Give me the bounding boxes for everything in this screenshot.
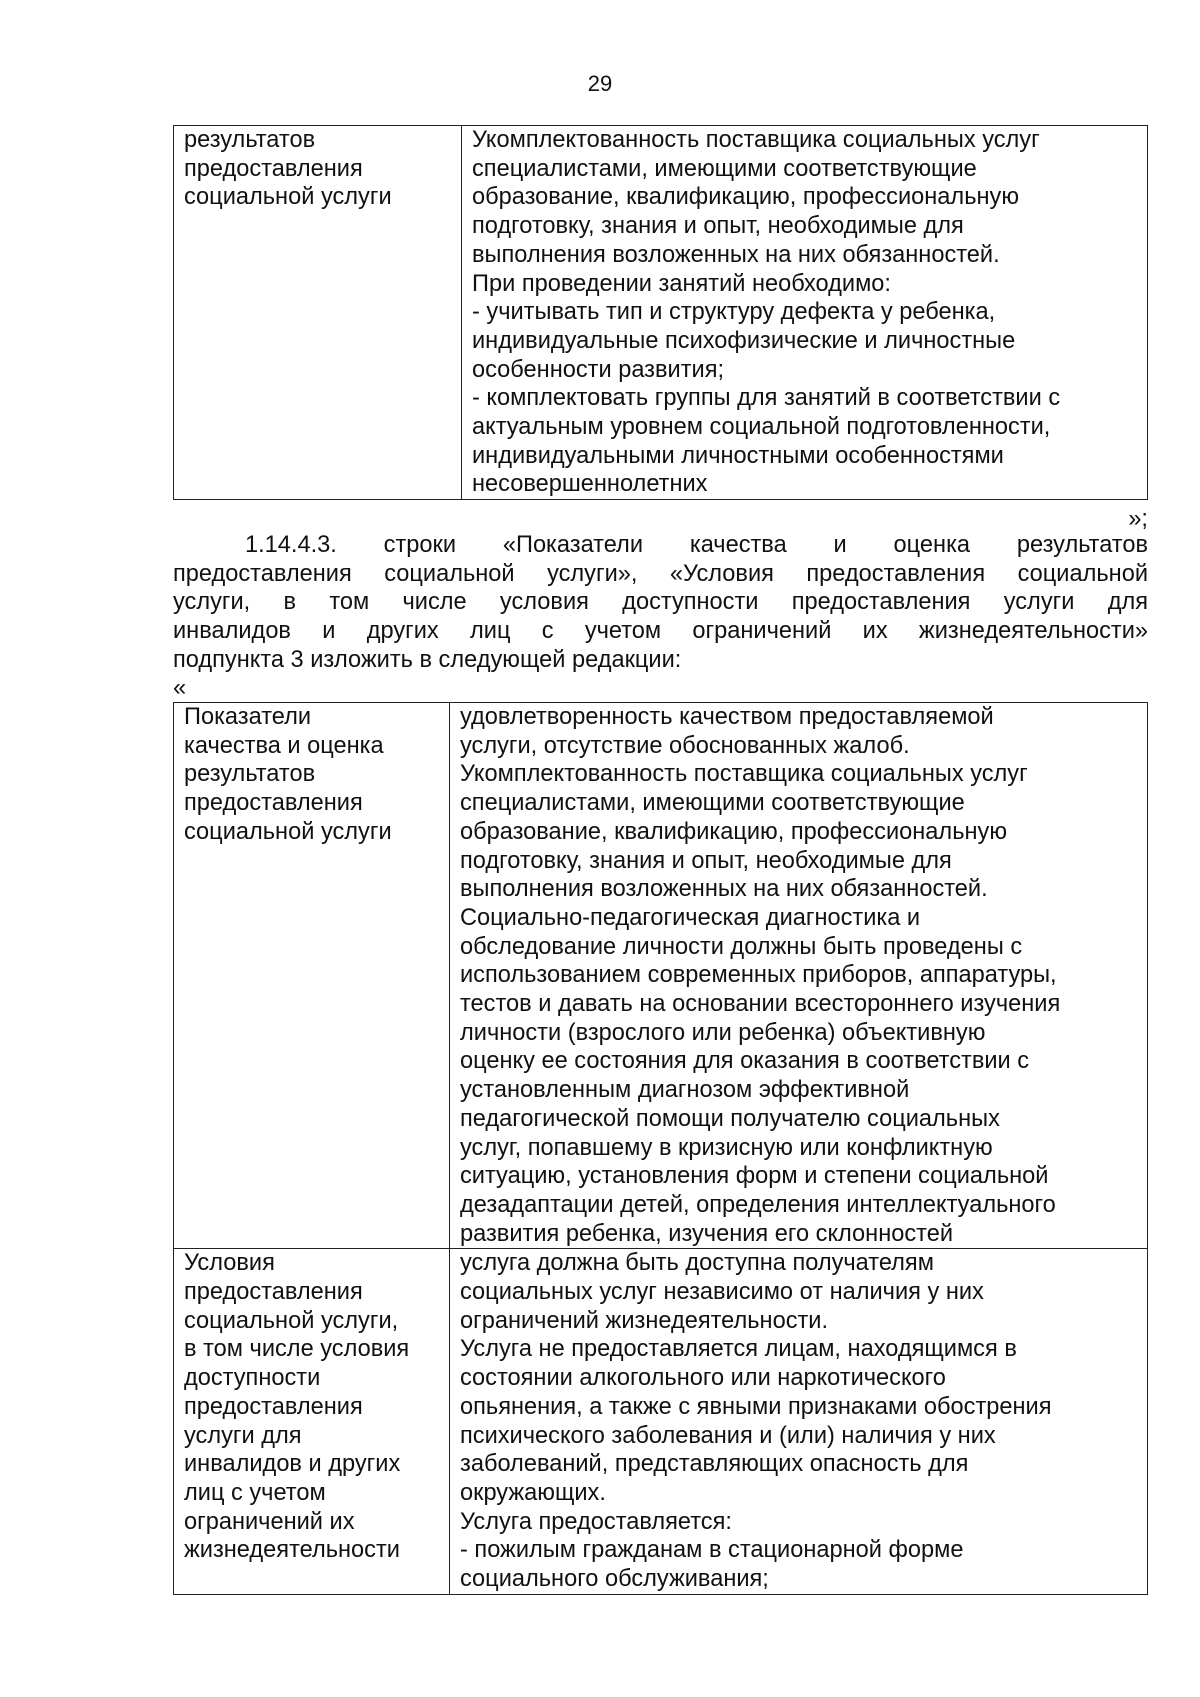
content-line: педагогической помощи получателю социальных bbox=[460, 1105, 1000, 1132]
row-content-cell bbox=[450, 1249, 1148, 1594]
paragraph-line: предоставления социальной услуги», «Условия предоставления социальной bbox=[173, 560, 1148, 587]
label-line: Показатели bbox=[184, 704, 312, 730]
content-line: Укомплектованность поставщика социальных услуг bbox=[472, 127, 1040, 153]
paragraph-line: услуги, в том числе условия доступности предоставления услуги для bbox=[173, 589, 1148, 616]
content-line: индивидуальными личностными особенностями bbox=[472, 442, 1004, 469]
label-line: жизнедеятельности bbox=[184, 1537, 400, 1564]
table-row bbox=[174, 703, 1148, 1249]
label-line: социальной услуги, bbox=[184, 1307, 399, 1334]
label-line: доступности bbox=[184, 1365, 321, 1392]
content-line: услуга должна быть доступна получателям bbox=[460, 1250, 934, 1277]
content-line: выполнения возложенных на них обязанностей. bbox=[472, 241, 1000, 268]
label-line: инвалидов и других bbox=[184, 1451, 401, 1478]
content-line: несовершеннолетних bbox=[472, 471, 708, 498]
content-line: ограничений жизнедеятельности. bbox=[460, 1307, 829, 1334]
paragraph-line: подпункта 3 изложить в следующей редакции: bbox=[173, 646, 682, 673]
label-line: предоставления bbox=[184, 155, 363, 182]
content-line: Услуга предоставляется: bbox=[460, 1508, 732, 1535]
content-line: социального обслуживания; bbox=[460, 1566, 769, 1593]
content-line: подготовку, знания и опыт, необходимые для bbox=[472, 213, 964, 240]
content-line: услуг, попавшему в кризисную или конфликтную bbox=[460, 1134, 993, 1161]
page-number: 29 bbox=[587, 71, 613, 96]
content-line: установленным диагнозом эффективной bbox=[460, 1077, 910, 1104]
content-line: тестов и давать на основании всестороннего изучения bbox=[460, 991, 1061, 1018]
paragraph-line: 1.14.4.3. строки «Показатели качества и оценка результатов bbox=[245, 532, 1148, 558]
content-line: оценку ее состояния для оказания в соответствии с bbox=[460, 1048, 1030, 1075]
label-line: социальной услуги bbox=[184, 184, 392, 211]
content-line: личности (взрослого или ребенка) объективную bbox=[460, 1019, 986, 1046]
label-line: предоставления bbox=[184, 1279, 363, 1306]
label-line: социальной услуги bbox=[184, 818, 392, 845]
content-line: актуальным уровнем социальной подготовленности, bbox=[472, 414, 1051, 441]
row-label-cell bbox=[174, 703, 450, 1249]
content-line: удовлетворенность качеством предоставляемой bbox=[460, 704, 994, 730]
label-line: результатов bbox=[184, 127, 316, 153]
content-line: Укомплектованность поставщика социальных услуг bbox=[460, 761, 1028, 788]
content-line: ситуацию, установления форм и степени социальной bbox=[460, 1163, 1049, 1190]
content-line: специалистами, имеющими соответствующие bbox=[460, 790, 965, 817]
content-line: образование, квалификацию, профессиональную bbox=[460, 818, 1008, 845]
label-line: предоставления bbox=[184, 790, 363, 817]
label-line: качества и оценка bbox=[184, 732, 384, 759]
content-line: - пожилым гражданам в стационарной форме bbox=[460, 1537, 964, 1564]
standard-table-continued bbox=[173, 125, 1148, 500]
content-line: подготовку, знания и опыт, необходимые для bbox=[460, 847, 952, 874]
content-line: заболеваний, представляющих опасность для bbox=[460, 1451, 969, 1478]
content-line: индивидуальные психофизические и личностные bbox=[472, 327, 1016, 354]
table-row bbox=[174, 126, 1148, 500]
content-line: При проведении занятий необходимо: bbox=[472, 270, 891, 297]
standard-table-new-text bbox=[173, 702, 1148, 1595]
paragraph-line: инвалидов и других лиц с учетом ограничений их жизнедеятельности» bbox=[173, 618, 1148, 645]
label-line: ограничений их bbox=[184, 1508, 355, 1535]
label-line: в том числе условия bbox=[184, 1336, 410, 1363]
opening-quote: « bbox=[173, 675, 187, 701]
content-line: образование, квалификацию, профессиональную bbox=[472, 184, 1020, 211]
row-label-cell bbox=[174, 126, 462, 500]
closing-quote: »; bbox=[1128, 506, 1148, 532]
amendment-paragraph bbox=[173, 531, 1148, 674]
row-label-cell bbox=[174, 1249, 450, 1594]
label-line: Условия bbox=[184, 1250, 275, 1277]
content-line: особенности развития; bbox=[472, 356, 725, 383]
content-line: выполнения возложенных на них обязанностей. bbox=[460, 876, 988, 903]
content-line: дезадаптации детей, определения интеллектуального bbox=[460, 1191, 1056, 1218]
content-line: услуги, отсутствие обоснованных жалоб. bbox=[460, 732, 910, 759]
content-line: развития ребенка, изучения его склонностей bbox=[460, 1220, 954, 1247]
content-line: специалистами, имеющими соответствующие bbox=[472, 155, 977, 182]
content-line: психического заболевания и (или) наличия у них bbox=[460, 1422, 996, 1449]
content-line: Социально-педагогическая диагностика и bbox=[460, 904, 921, 931]
content-line: - учитывать тип и структуру дефекта у ребенка, bbox=[472, 299, 996, 326]
row-content-cell bbox=[462, 126, 1148, 500]
content-line: опьянения, а также с явными признаками обострения bbox=[460, 1393, 1052, 1420]
label-line: результатов bbox=[184, 761, 316, 788]
content-line: социальных услуг независимо от наличия у них bbox=[460, 1279, 984, 1306]
content-line: Услуга не предоставляется лицам, находящимся в bbox=[460, 1336, 1017, 1363]
label-line: лиц с учетом bbox=[184, 1479, 326, 1506]
table-row bbox=[174, 1249, 1148, 1594]
content-line: обследование личности должны быть проведены с bbox=[460, 933, 1023, 960]
content-line: окружающих. bbox=[460, 1479, 606, 1506]
row-content-cell bbox=[450, 703, 1148, 1249]
label-line: услуги для bbox=[184, 1422, 302, 1449]
content-line: - комплектовать группы для занятий в соответствии с bbox=[472, 385, 1061, 412]
label-line: предоставления bbox=[184, 1393, 363, 1420]
content-line: состоянии алкогольного или наркотического bbox=[460, 1365, 946, 1392]
content-line: использованием современных приборов, аппаратуры, bbox=[460, 962, 1057, 989]
